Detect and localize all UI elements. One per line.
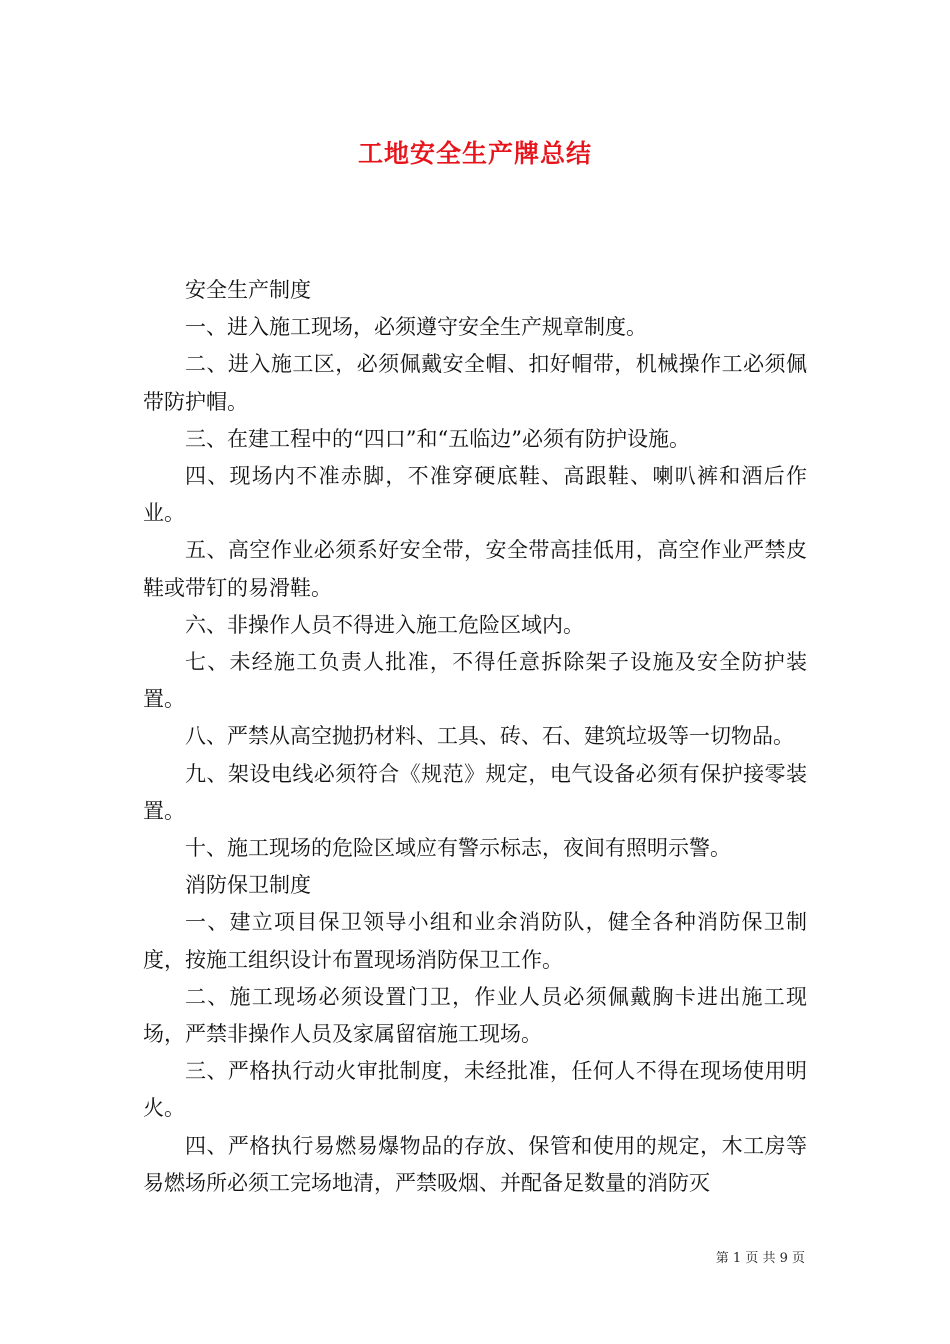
paragraph: 一、建立项目保卫领导小组和业余消防队，健全各种消防保卫制度，按施工组织设计布置现场消防保卫工作。 (143, 910, 807, 972)
paragraph: 三、严格执行动火审批制度，未经批准，任何人不得在现场使用明火。 (143, 1059, 807, 1121)
document-body (143, 272, 807, 1202)
paragraph: 八、严禁从高空抛扔材料、工具、砖、石、建筑垃圾等一切物品。 (185, 724, 794, 749)
paragraph: 五、高空作业必须系好安全带，安全带高挂低用，高空作业严禁皮鞋或带钉的易滑鞋。 (143, 538, 807, 600)
paragraph: 十、施工现场的危险区域应有警示标志，夜间有照明示警。 (185, 836, 731, 861)
paragraph: 四、现场内不准赤脚，不准穿硬底鞋、高跟鞋、喇叭裤和酒后作业。 (143, 464, 807, 526)
section-heading: 消防保卫制度 (185, 873, 311, 898)
paragraph: 四、严格执行易燃易爆物品的存放、保管和使用的规定，木工房等易燃场所必须工完场地清，严禁吸烟、并配备足数量的消防灭 (143, 1133, 807, 1195)
document-title: 工地安全生产牌总结 (357, 139, 592, 168)
paragraph: 一、进入施工现场，必须遵守安全生产规章制度。 (185, 315, 647, 340)
section-heading: 安全生产制度 (185, 278, 311, 302)
paragraph: 六、非操作人员不得进入施工危险区域内。 (185, 612, 584, 637)
paragraph: 二、进入施工区，必须佩戴安全帽、扣好帽带，机械操作工必须佩带防护帽。 (143, 352, 807, 414)
paragraph: 三、在建工程中的“四口”和“五临边”必须有防护设施。 (185, 426, 690, 451)
page-number: 第 1 页 共 9 页 (715, 1251, 805, 1266)
paragraph: 二、施工现场必须设置门卫，作业人员必须佩戴胸卡进出施工现场，严禁非操作人员及家属留宿施工现场。 (143, 984, 807, 1047)
paragraph: 七、未经施工负责人批准，不得任意拆除架子设施及安全防护装置。 (143, 650, 807, 712)
paragraph: 九、架设电线必须符合《规范》规定，电气设备必须有保护接零装置。 (143, 761, 807, 823)
